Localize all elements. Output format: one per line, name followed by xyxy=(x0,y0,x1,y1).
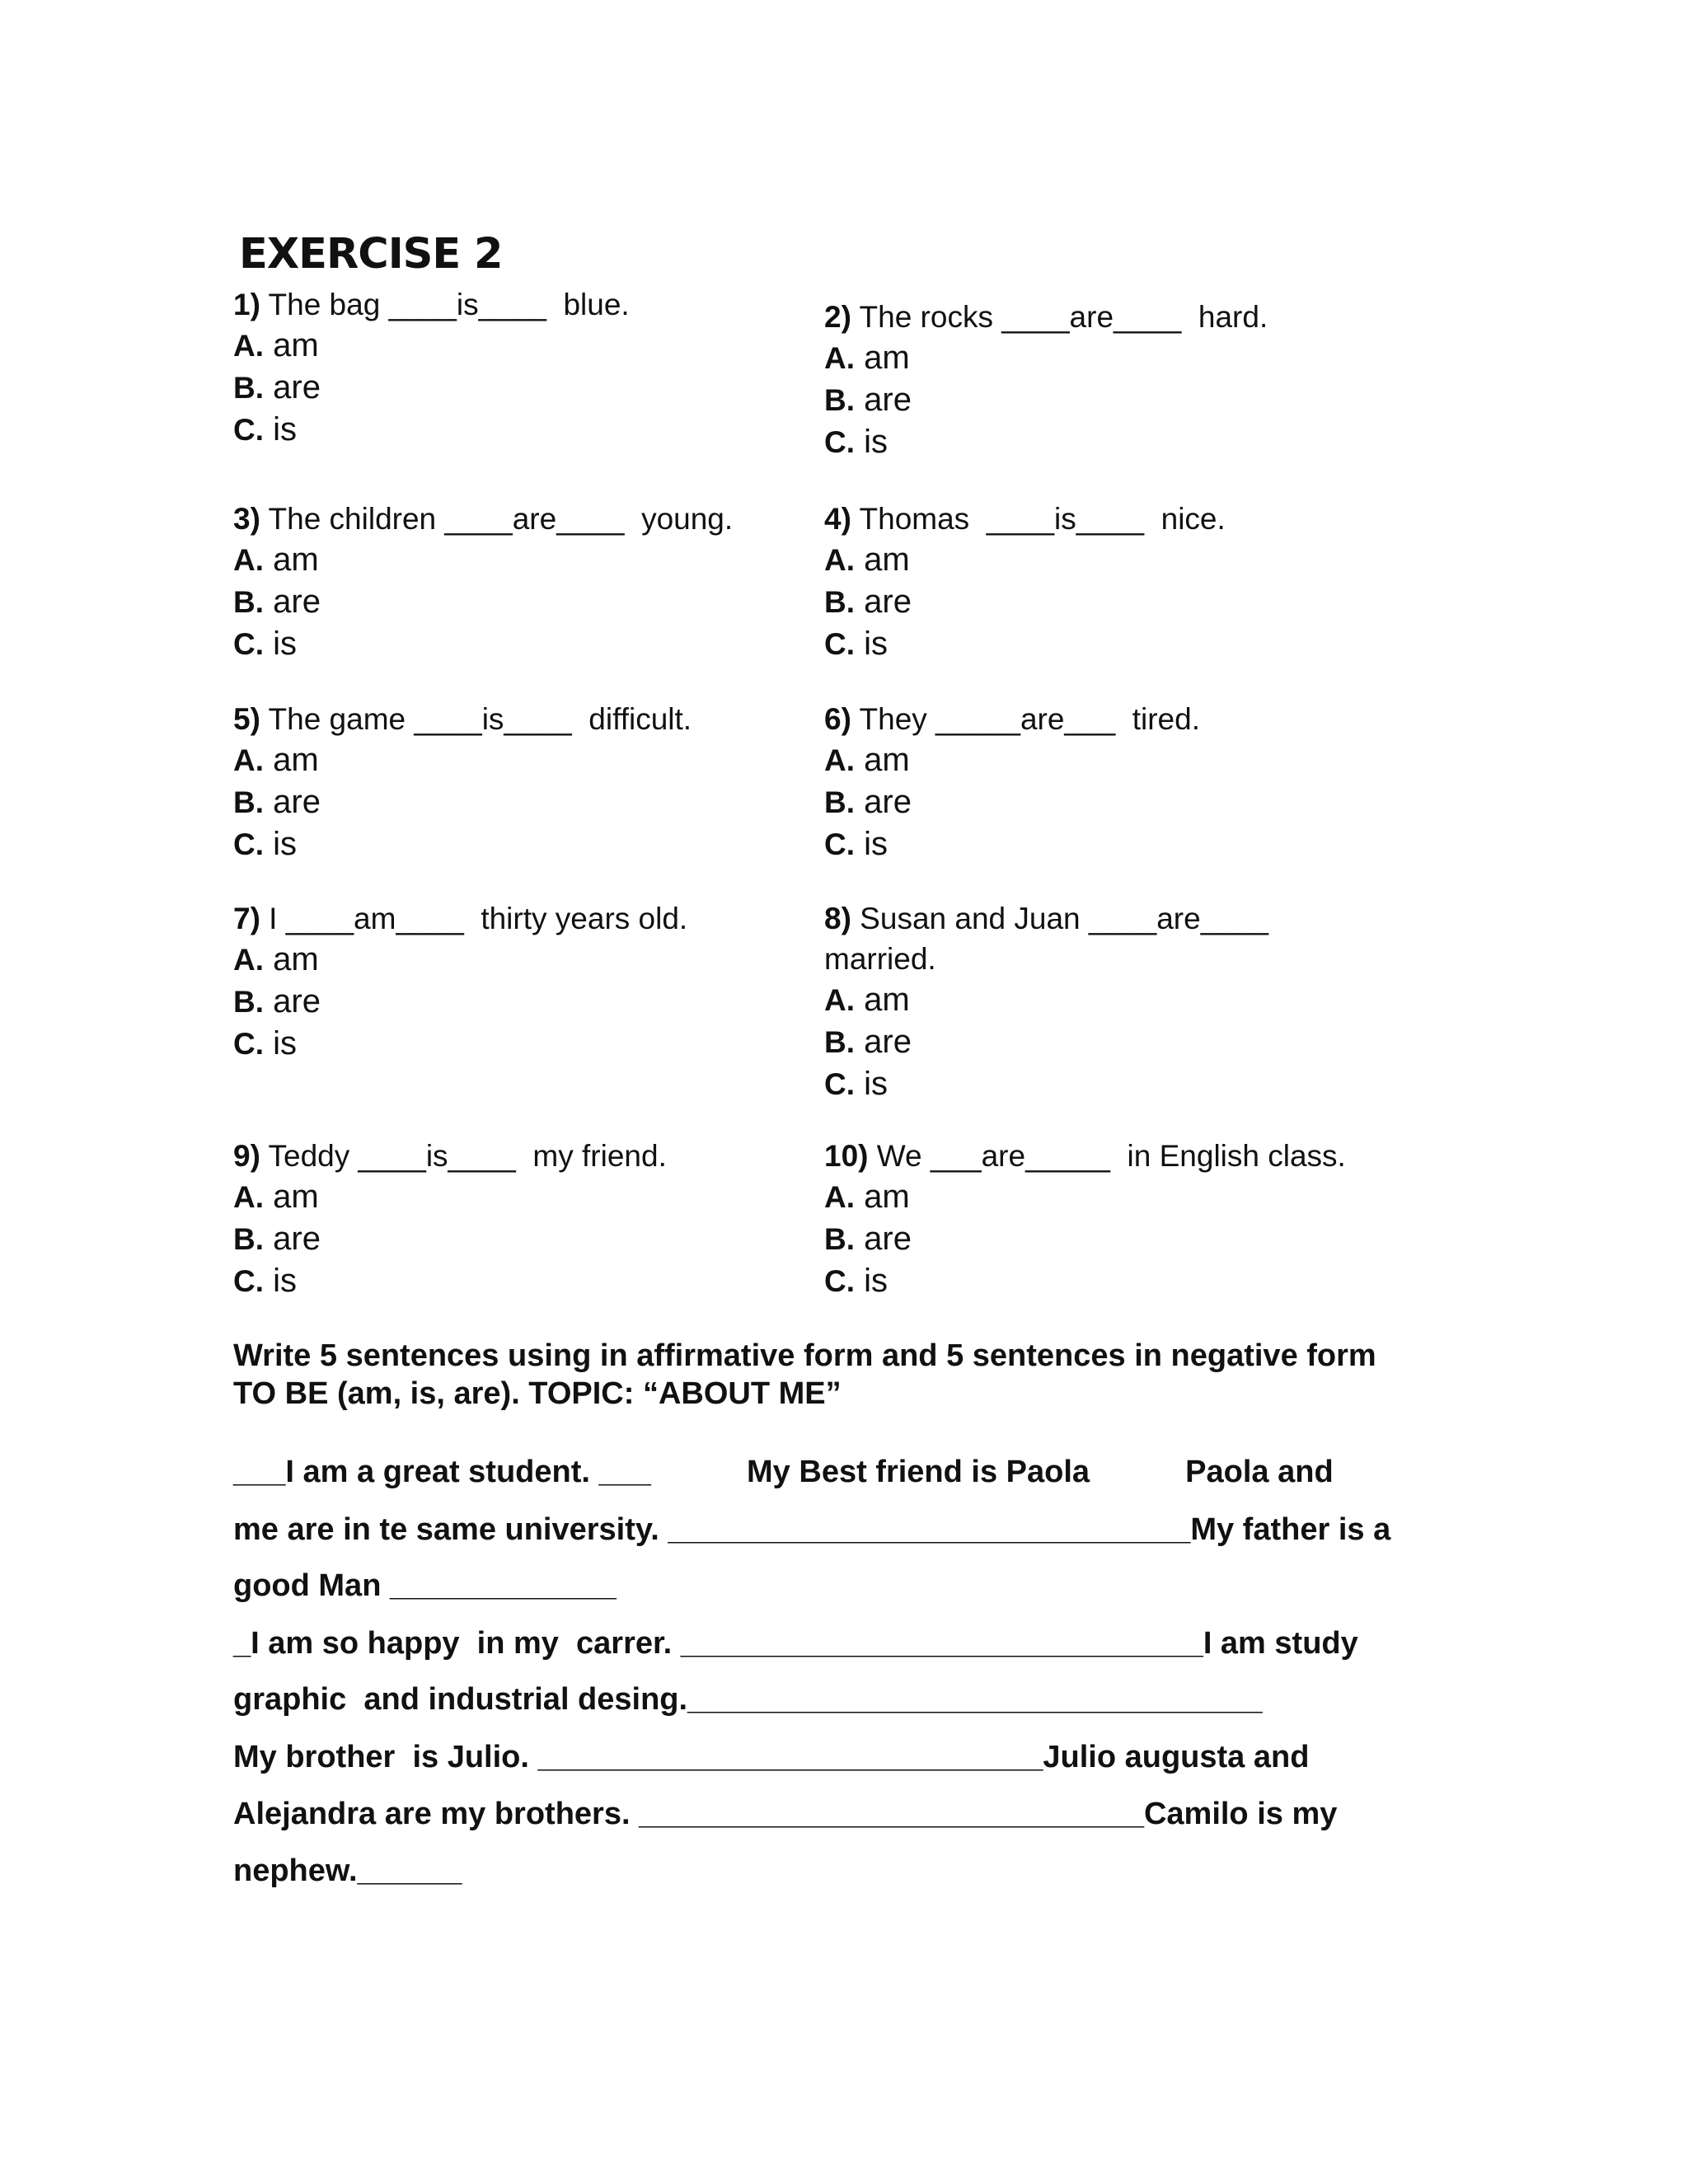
option-a[interactable]: A. am xyxy=(824,340,910,376)
option-a[interactable]: A. am xyxy=(233,742,319,778)
option-b[interactable]: B. are xyxy=(233,583,321,620)
option-a[interactable]: A. am xyxy=(824,541,910,578)
question-stem xyxy=(233,499,733,539)
option-a[interactable]: A. am xyxy=(233,327,319,363)
question-text: The children ____are____ young. xyxy=(260,502,734,536)
answer-line: My brother is Julio. _____________________________Julio augusta and xyxy=(233,1740,1310,1774)
option-c[interactable]: C. is xyxy=(233,1263,298,1299)
exercise-title: EXERCISE 2 xyxy=(239,230,503,279)
question-4 xyxy=(824,499,1226,665)
question-stem xyxy=(233,1136,667,1176)
option-c[interactable]: C. is xyxy=(233,826,298,862)
question-stem xyxy=(824,499,1226,539)
writing-instructions xyxy=(233,1337,1453,1413)
instructions-line-1: Write 5 sentences using in affirmative form and 5 sentences in negative form xyxy=(233,1338,1376,1373)
option-b[interactable]: B. are xyxy=(233,983,321,1019)
option-b[interactable]: B. are xyxy=(824,1221,912,1257)
question-number: 5) xyxy=(233,702,260,736)
question-stem xyxy=(824,297,1268,337)
question-1 xyxy=(233,284,630,451)
question-stem xyxy=(233,284,630,325)
question-text: Susan and Juan ____are____ xyxy=(851,902,1269,935)
question-number: 9) xyxy=(233,1139,260,1173)
option-b[interactable]: B. are xyxy=(233,784,321,820)
question-text: Thomas ____is____ nice. xyxy=(851,502,1226,536)
question-text: They _____are___ tired. xyxy=(851,702,1200,736)
option-c[interactable]: C. is xyxy=(824,424,889,460)
option-b[interactable]: B. are xyxy=(824,784,912,820)
option-a[interactable]: A. am xyxy=(233,541,319,578)
question-7 xyxy=(233,898,687,1065)
question-text: I ____am____ thirty years old. xyxy=(260,902,688,935)
option-c[interactable]: C. is xyxy=(233,626,298,662)
question-stem xyxy=(233,699,692,739)
question-number: 8) xyxy=(824,902,851,935)
instructions-line-2: TO BE (am, is, are). TOPIC: “ABOUT ME” xyxy=(233,1376,842,1411)
option-a[interactable]: A. am xyxy=(824,1179,910,1215)
question-3 xyxy=(233,499,733,665)
answer-line: ___I am a great student. ___ My Best friend is Paola Paola and xyxy=(233,1455,1334,1489)
question-number: 3) xyxy=(233,502,260,536)
question-number: 4) xyxy=(824,502,851,536)
answer-line: nephew.______ xyxy=(233,1854,462,1888)
option-b[interactable]: B. are xyxy=(233,1221,321,1257)
question-number: 10) xyxy=(824,1139,869,1173)
option-a[interactable]: A. am xyxy=(233,941,319,977)
option-a[interactable]: A. am xyxy=(824,742,910,778)
question-9 xyxy=(233,1136,667,1302)
question-number: 2) xyxy=(824,300,851,334)
question-text: We ___are_____ in English class. xyxy=(868,1139,1346,1173)
question-text: The game ____is____ difficult. xyxy=(260,702,692,736)
question-text: Teddy ____is____ my friend. xyxy=(260,1139,667,1173)
question-5 xyxy=(233,699,692,865)
option-c[interactable]: C. is xyxy=(233,411,298,448)
question-stem xyxy=(824,1136,1346,1176)
answer-line: me are in te same university. ______________________________My father is a xyxy=(233,1512,1391,1547)
answer-line: _I am so happy in my carrer. ______________________________I am study xyxy=(233,1626,1358,1661)
question-stem xyxy=(233,898,687,939)
option-b[interactable]: B. are xyxy=(824,1024,912,1060)
option-a[interactable]: A. am xyxy=(233,1179,319,1215)
question-number: 1) xyxy=(233,288,260,321)
option-b[interactable]: B. are xyxy=(824,583,912,620)
option-c[interactable]: C. is xyxy=(824,1263,889,1299)
option-c[interactable]: C. is xyxy=(824,1066,889,1102)
question-number: 6) xyxy=(824,702,851,736)
question-text: The rocks ____are____ hard. xyxy=(851,300,1268,334)
question-text: The bag ____is____ blue. xyxy=(260,288,630,321)
question-10 xyxy=(824,1136,1346,1302)
question-6 xyxy=(824,699,1200,865)
option-b[interactable]: B. are xyxy=(824,382,912,418)
answer-line: Alejandra are my brothers. _____________________________Camilo is my xyxy=(233,1797,1338,1831)
question-stem xyxy=(824,699,1200,739)
question-text-continued: married. xyxy=(824,942,936,976)
answer-line: graphic and industrial desing._________________________________ xyxy=(233,1682,1263,1717)
option-c[interactable]: C. is xyxy=(824,626,889,662)
option-c[interactable]: C. is xyxy=(233,1025,298,1062)
question-2 xyxy=(824,297,1268,463)
question-number: 7) xyxy=(233,902,260,935)
answer-line: good Man _____________ xyxy=(233,1568,617,1603)
question-8 xyxy=(824,898,1268,1105)
option-b[interactable]: B. are xyxy=(233,369,321,405)
option-c[interactable]: C. is xyxy=(824,826,889,862)
question-stem xyxy=(824,898,1268,939)
option-a[interactable]: A. am xyxy=(824,982,910,1018)
